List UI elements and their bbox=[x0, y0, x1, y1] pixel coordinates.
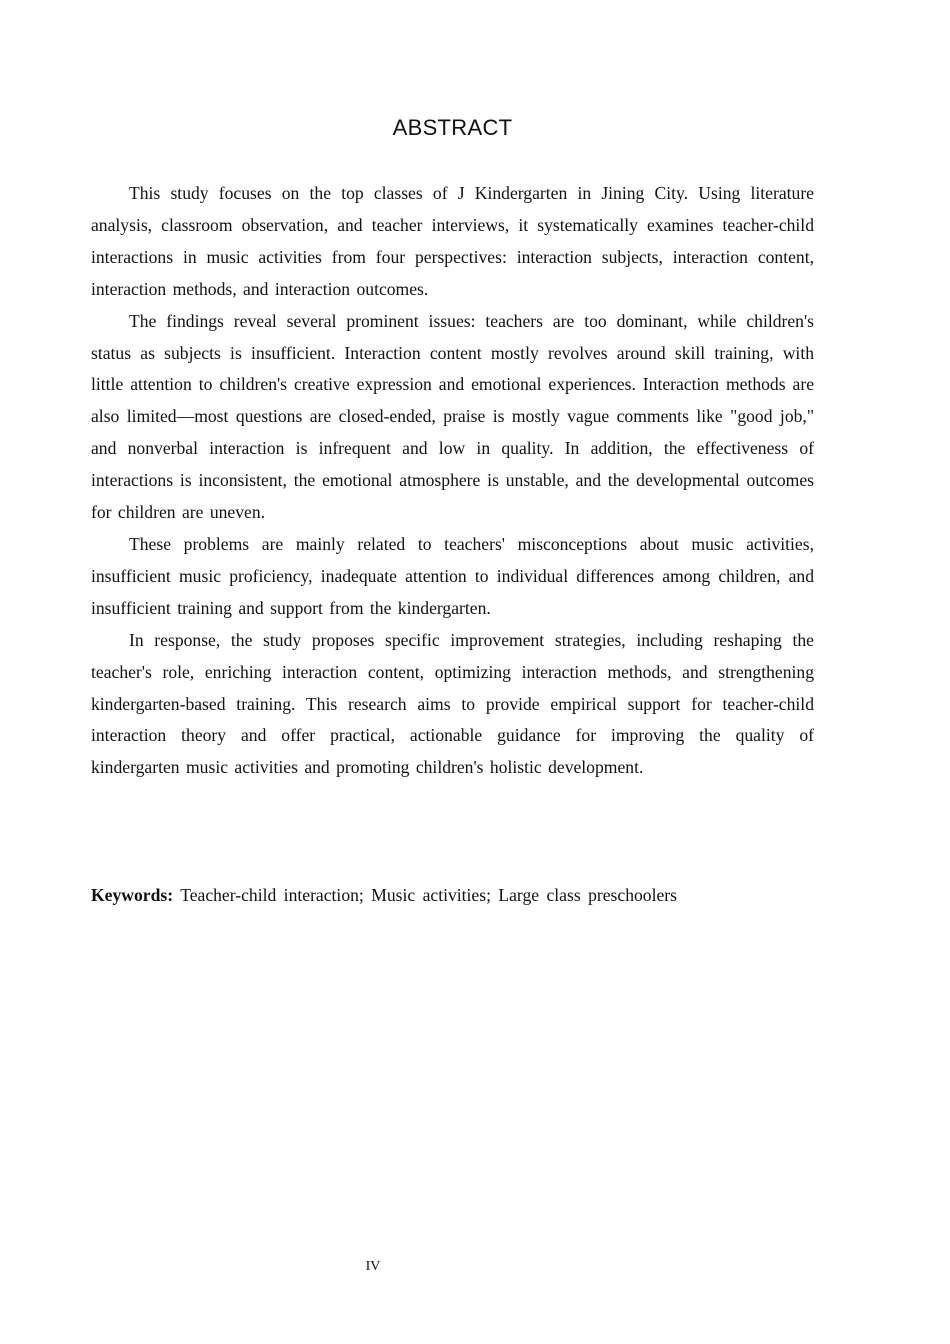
abstract-paragraph-1: This study focuses on the top classes of J Kindergarten in Jining City. Using literature analysis, classroom observation, and teacher interviews, it systematically examines teacher-child interactions in music activities from four perspectives: interaction subjects, interaction content, interaction methods, and interaction outcomes. bbox=[91, 183, 814, 299]
keywords-text: Teacher-child interaction; Music activities; Large class preschoolers bbox=[180, 885, 677, 905]
page-title: ABSTRACT bbox=[392, 115, 513, 140]
abstract-paragraph-2: The findings reveal several prominent issues: teachers are too dominant, while children's status as subjects is insufficient. Interaction content mostly revolves around skill training, with little attention to children's creative expression and emotional experiences. Interaction methods are also limited—most questions are closed-ended, praise is mostly vague comments like "good job," and nonverbal interaction is infrequent and low in quality. In addition, the effectiveness of interactions is inconsistent, the emotional atmosphere is unstable, and the developmental outcomes for children are uneven. bbox=[91, 310, 814, 523]
abstract-paragraph-4: In response, the study proposes specific improvement strategies, including reshaping the teacher's role, enriching interaction content, optimizing interaction methods, and strengthening kindergarten-based training. This research aims to provide empirical support for teacher-child interaction theory and offer practical, actionable guidance for improving the quality of kindergarten music activities and promoting children's holistic development. bbox=[91, 629, 814, 778]
keywords-line bbox=[91, 880, 814, 912]
abstract-body bbox=[91, 178, 814, 784]
abstract-paragraph-3: These problems are mainly related to teachers' misconceptions about music activities, insufficient music proficiency, inadequate attention to individual differences among children, and insufficient training and support from the kindergarten. bbox=[91, 533, 814, 618]
page-number: IV bbox=[365, 1259, 381, 1274]
keywords-label: Keywords: bbox=[91, 885, 174, 905]
